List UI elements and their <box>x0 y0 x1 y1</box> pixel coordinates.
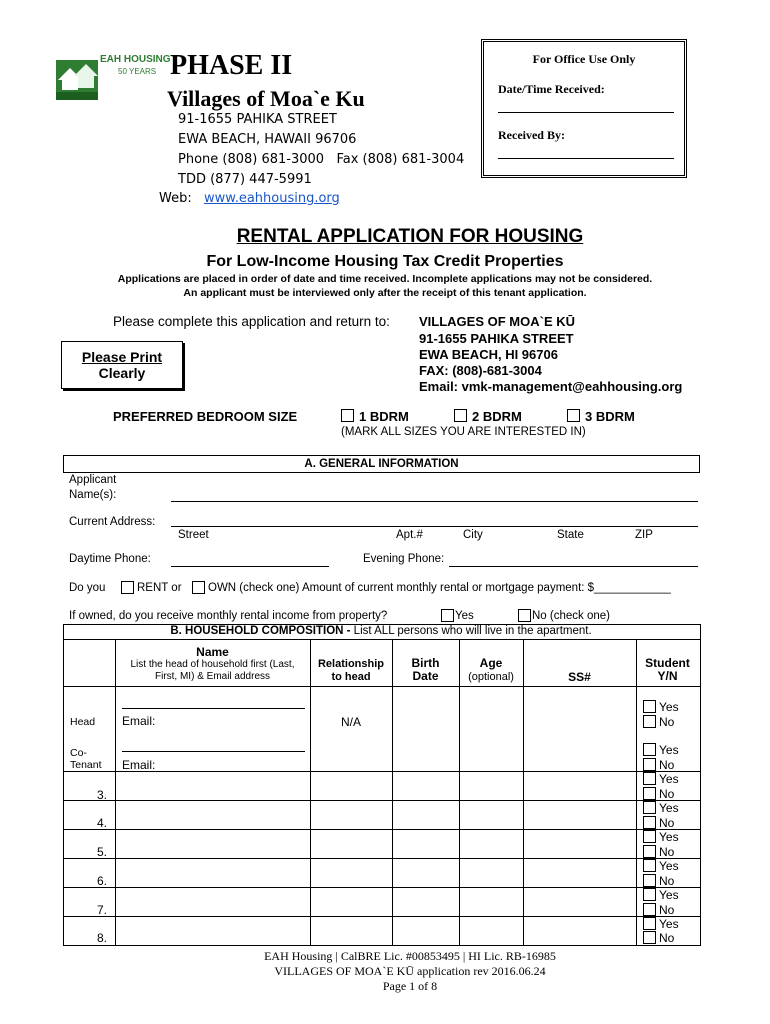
row6-student-no: No <box>659 874 675 888</box>
daytime-phone-label: Daytime Phone: <box>69 553 151 565</box>
row-rule-8 <box>63 916 701 917</box>
form-subtitle: For Low-Income Housing Tax Credit Properties <box>206 253 564 270</box>
row8-student-yes: Yes <box>659 917 679 931</box>
col-student-2: Y/N <box>657 669 678 683</box>
row-number-3: 3. <box>97 788 108 802</box>
return-line-2: 91-1655 PAHIKA STREET <box>419 331 574 346</box>
row-number-5: 5. <box>97 845 108 859</box>
col-age: Age <box>479 656 503 670</box>
row-number-4: 4. <box>97 816 108 830</box>
row5-student-yes: Yes <box>659 830 679 844</box>
current-address-field[interactable] <box>171 526 698 527</box>
bedroom-label: PREFERRED BEDROOM SIZE <box>113 409 298 424</box>
apt-caption: Apt.# <box>396 529 423 541</box>
col-divider-1 <box>115 639 116 945</box>
col-divider-3 <box>392 639 393 945</box>
applicant-label-2: Name(s): <box>69 489 117 501</box>
date-received-label: Date/Time Received: <box>498 82 605 96</box>
applicant-name-field[interactable] <box>171 501 698 502</box>
head-label: Head <box>70 716 96 728</box>
rental-income-yes-label: Yes <box>455 610 474 622</box>
row7-student-yes-checkbox[interactable] <box>643 888 656 901</box>
rent-label: RENT or <box>137 582 182 594</box>
col-age-sub: (optional) <box>468 671 514 683</box>
received-by-label: Received By: <box>498 128 565 142</box>
date-received-line[interactable] <box>498 112 674 113</box>
row7-student-no-checkbox[interactable] <box>643 903 656 916</box>
cotenant-student-yes-checkbox[interactable] <box>643 743 656 756</box>
state-caption: State <box>557 529 584 541</box>
eah-logo <box>56 50 171 100</box>
row-rule-6 <box>63 858 701 859</box>
head-relationship-na: N/A <box>340 715 361 729</box>
tdd: TDD (877) 447-5991 <box>178 172 312 187</box>
logo-badge: 50 YEARS <box>118 67 157 76</box>
web-link[interactable]: www.eahhousing.org <box>204 191 340 206</box>
household-header-bold: B. HOUSEHOLD COMPOSITION - <box>170 625 351 637</box>
form-note-1: Applications are placed in order of date and time received. Incomplete applications may not be considered. <box>117 273 653 285</box>
col-divider-2 <box>310 639 311 945</box>
row-rule-7 <box>63 887 701 888</box>
col-name-sub-2: First, MI) & Email address <box>154 671 271 682</box>
bdrm2-label: 2 BDRM <box>472 409 522 424</box>
col-birth-1: Birth <box>411 656 440 670</box>
bdrm2-checkbox[interactable] <box>454 409 467 422</box>
footer-page: Page 1 of 8 <box>382 979 438 993</box>
rent-checkbox[interactable] <box>121 581 134 594</box>
row-number-6: 6. <box>97 874 108 888</box>
bdrm3-checkbox[interactable] <box>567 409 580 422</box>
row-rule-4 <box>63 800 701 801</box>
rental-income-no-label: No (check one) <box>532 610 610 622</box>
please-print-line2: Clearly <box>98 365 146 381</box>
col-ss: SS# <box>568 670 591 684</box>
logo-text: EAH HOUSING <box>100 54 171 65</box>
row3-student-yes-checkbox[interactable] <box>643 772 656 785</box>
row3-student-no-checkbox[interactable] <box>643 787 656 800</box>
own-label: OWN (check one) Amount of current monthly rental or mortgage payment: $____________ <box>208 582 671 594</box>
general-info-header-bar <box>63 455 700 473</box>
row8-student-no: No <box>659 931 675 945</box>
head-student-yes: Yes <box>659 700 679 714</box>
row4-student-yes-checkbox[interactable] <box>643 801 656 814</box>
do-you-label: Do you <box>69 582 106 594</box>
return-line-5: Email: vmk-management@eahhousing.org <box>419 379 683 394</box>
return-label: Please complete this application and return to: <box>113 314 390 329</box>
row-number-7: 7. <box>97 903 108 917</box>
row-rule-5 <box>63 829 701 830</box>
form-title: RENTAL APPLICATION FOR HOUSING <box>236 226 584 247</box>
please-print-box <box>61 341 183 389</box>
bdrm3-label: 3 BDRM <box>585 409 635 424</box>
bdrm1-checkbox[interactable] <box>341 409 354 422</box>
rental-income-yes-checkbox[interactable] <box>441 609 454 622</box>
col-divider-5 <box>523 639 524 945</box>
row7-student-yes: Yes <box>659 888 679 902</box>
col-student-1: Student <box>645 656 690 670</box>
bedroom-note: (MARK ALL SIZES YOU ARE INTERESTED IN) <box>341 426 586 438</box>
footer-line-2: VILLAGES OF MOA`E KŪ application rev 2016.06.24 <box>274 964 546 978</box>
daytime-phone-field[interactable] <box>171 566 329 567</box>
head-student-no: No <box>659 715 675 729</box>
address-line-1: 91-1655 PAHIKA STREET <box>178 112 337 127</box>
bdrm1-label: 1 BDRM <box>359 409 409 424</box>
col-birth-2: Date <box>412 669 439 683</box>
head-email-label: Email: <box>122 714 156 728</box>
current-address-label: Current Address: <box>69 516 156 528</box>
row5-student-no-checkbox[interactable] <box>643 845 656 858</box>
row3-student-yes: Yes <box>659 772 679 786</box>
row6-student-yes: Yes <box>659 859 679 873</box>
head-student-yes-checkbox[interactable] <box>643 700 656 713</box>
phase-title: PHASE II <box>170 50 293 81</box>
evening-phone-field[interactable] <box>449 566 698 567</box>
street-caption: Street <box>178 529 209 541</box>
row4-student-yes: Yes <box>659 801 679 815</box>
col-divider-6 <box>636 639 637 945</box>
household-rule-2 <box>63 686 701 687</box>
web-label: Web: <box>159 191 192 206</box>
evening-phone-label: Evening Phone: <box>363 553 445 565</box>
row8-student-yes-checkbox[interactable] <box>643 917 656 930</box>
rental-income-no-checkbox[interactable] <box>518 609 531 622</box>
zip-caption: ZIP <box>635 529 653 541</box>
row6-student-yes-checkbox[interactable] <box>643 859 656 872</box>
footer-line-1: EAH Housing | CalBRE Lic. #00853495 | HI Lic. RB-16985 <box>264 949 556 963</box>
own-checkbox[interactable] <box>192 581 205 594</box>
col-name-header: Name <box>196 645 229 659</box>
property-name: Villages of Moa`e Ku <box>167 86 365 111</box>
household-rule-1 <box>63 639 701 640</box>
return-line-4: FAX: (808)-681-3004 <box>419 363 542 378</box>
row6-student-no-checkbox[interactable] <box>643 874 656 887</box>
row8-student-no-checkbox[interactable] <box>643 931 656 944</box>
cotenant-student-no: No <box>659 758 675 772</box>
row5-student-yes-checkbox[interactable] <box>643 830 656 843</box>
col-relationship-2: to head <box>331 671 371 683</box>
head-name-field[interactable] <box>122 708 305 709</box>
owned-question: If owned, do you receive monthly rental income from property? <box>69 610 388 622</box>
row-number-8: 8. <box>97 931 108 945</box>
phone-fax: Phone (808) 681-3000 Fax (808) 681-3004 <box>178 152 465 167</box>
row4-student-no: No <box>659 816 675 830</box>
cotenant-label-1: Co- <box>70 747 87 759</box>
household-header-rest: List ALL persons who will live in the apartment. <box>350 625 592 637</box>
row-rule-3 <box>63 771 701 772</box>
household-header <box>63 625 699 637</box>
general-info-header: A. GENERAL INFORMATION <box>304 458 459 470</box>
cotenant-email-label: Email: <box>122 758 156 772</box>
please-print-line1 <box>62 349 182 365</box>
office-use-title: For Office Use Only <box>532 52 636 66</box>
office-use-box <box>481 39 687 178</box>
cotenant-student-yes: Yes <box>659 743 679 757</box>
return-line-3: EWA BEACH, HI 96706 <box>419 347 558 362</box>
row5-student-no: No <box>659 845 675 859</box>
address-line-2: EWA BEACH, HAWAII 96706 <box>178 132 357 147</box>
received-by-line[interactable] <box>498 158 674 159</box>
cotenant-name-field[interactable] <box>122 751 305 752</box>
applicant-label-1: Applicant <box>69 474 117 486</box>
form-note-2: An applicant must be interviewed only after the receipt of this tenant application. <box>183 287 587 299</box>
col-divider-4 <box>459 639 460 945</box>
return-line-1: VILLAGES OF MOA`E KŪ <box>419 314 575 329</box>
row7-student-no: No <box>659 903 675 917</box>
city-caption: City <box>463 529 483 541</box>
please-print-text: Please Print <box>81 349 163 365</box>
col-relationship-1: Relationship <box>317 658 384 670</box>
cotenant-student-no-checkbox[interactable] <box>643 758 656 771</box>
row3-student-no: No <box>659 787 675 801</box>
head-student-no-checkbox[interactable] <box>643 715 656 728</box>
row4-student-no-checkbox[interactable] <box>643 816 656 829</box>
col-name-sub-1: List the head of household first (Last, <box>130 659 295 670</box>
cotenant-label-2: Tenant <box>70 759 102 771</box>
